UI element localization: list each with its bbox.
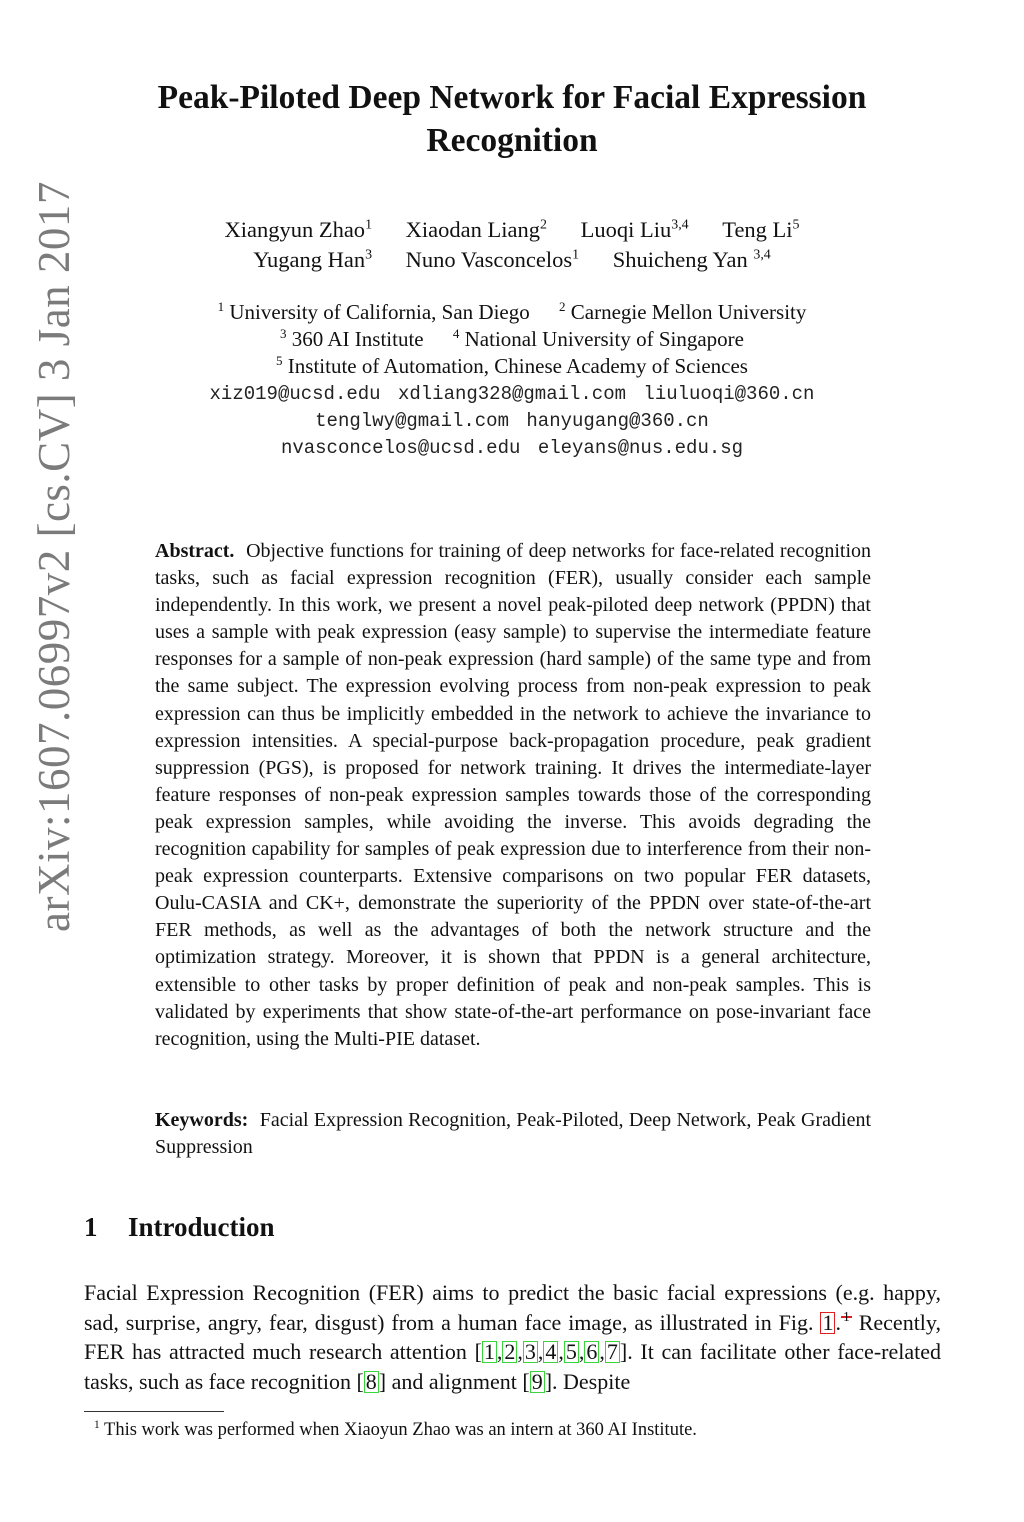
author: Nuno Vasconcelos$^1$ [405, 247, 580, 272]
citation-link[interactable]: 5 [565, 1339, 577, 1364]
abstract [155, 538, 871, 1053]
intro-paragraph: Facial Expression Recognition (FER) aims to predict the basic facial expressions (e.g. happy, sad, surprise, angry, fear, disgust) from a human face image, as illustrated in Fig. 1. 1 Recently, FER has attracted much research attention [1,2,3,4,5,6,7]. It can facilitate other face-related tasks, such as face recognition [8] and alignment [9]. Despite [84, 1280, 941, 1394]
author: Teng Li$^5$ [722, 217, 800, 242]
footnote-link[interactable]: 1 [842, 1309, 850, 1325]
affiliation: $^1$ University of California, San Diego [217, 299, 530, 324]
citation-link[interactable]: 2 [504, 1339, 516, 1364]
title-line-1: Peak-Piloted Deep Network for Facial Expression [157, 79, 867, 116]
author: Yugang Han$^3$ [253, 247, 373, 272]
email: hanyugang@360.cn [526, 410, 709, 432]
email: xiz019@ucsd.edu [209, 383, 381, 405]
section-number: 1 [84, 1212, 98, 1242]
section-heading [84, 1212, 275, 1243]
title-line-2: Recognition [426, 122, 598, 159]
citation-link[interactable]: 6 [586, 1339, 598, 1364]
keywords [155, 1107, 871, 1161]
affiliation: $^2$ Carnegie Mellon University [558, 299, 807, 324]
intro-text: ]. It can facilitate other face-related tasks, such as face recognition [ [84, 1339, 941, 1394]
citation-link[interactable]: 7 [606, 1339, 618, 1364]
footnote-divider [84, 1411, 224, 1412]
citation-link[interactable]: 8 [365, 1368, 377, 1394]
author: Shuicheng Yan $^{3,4}$ [612, 247, 771, 272]
citation-link[interactable]: 4 [545, 1339, 557, 1364]
affiliation-list [100, 299, 924, 380]
email: liuluoqi@360.cn [643, 383, 815, 405]
arxiv-stamp: arXiv:1607.06997v2 [cs.CV] 3 Jan 2017 [29, 181, 79, 932]
intro-text: Recently, FER has attracted much research attention [ [84, 1309, 941, 1364]
abstract-label: Abstract. [155, 540, 235, 562]
author: Xiangyun Zhao$^1$ [224, 217, 373, 242]
email: eleyans@nus.edu.sg [537, 437, 744, 459]
author-list [100, 215, 924, 275]
email: tenglwy@gmail.com [315, 410, 509, 432]
figure-link[interactable]: 1 [822, 1309, 834, 1335]
abstract-text: Objective functions for training of deep networks for face-related recognition tasks, such as facial expression recognition (FER), usually consider each sample independently. In this work, we present a novel peak-piloted deep network (PPDN) that uses a sample with peak expression (easy sample) to supervise the intermediate feature responses for a sample of non-peak expression (hard sample) of the same type and from the same subject. The expression evolving process from non-peak expression to peak expression can thus be implicitly embedded in the network to achieve the invariance to expression intensities. A special-purpose back-propagation procedure, peak gradient suppression (PGS), is proposed for network training. It drives the intermediate-layer feature responses of non-peak expression samples towards those of the corresponding peak expression samples, while avoiding the inverse. This avoids degrading the recognition capability for samples of peak expression due to interference from their non-peak expression counterparts. Extensive comparisons on two popular FER datasets, Oulu-CASIA and CK+, demonstrate the superiority of the PPDN over state-of-the-art FER methods, as well as the advantages of both the network structure and the optimization strategy. Moreover, it is shown that PPDN is a general architecture, extensible to other tasks by proper definition of peak and non-peak samples. This is validated by experiments that show state-of-the-art performance on pose-invariant face recognition, using the Multi-PIE dataset. [155, 540, 872, 1050]
paper-title [120, 76, 904, 162]
affiliation: $^3$ 360 AI Institute [280, 326, 424, 351]
section-title: Introduction [128, 1212, 275, 1242]
intro-text: Facial Expression Recognition (FER) aims to predict the basic facial expressions (e.g. happy, sad, surprise, angry, fear, disgust) from a human face image, as illustrated in Fig. [84, 1280, 941, 1335]
intro-text: . [835, 1309, 841, 1335]
email: xdliang328@gmail.com [397, 383, 627, 405]
affiliation: $^5$ Institute of Automation, Chinese Academy of Sciences [276, 353, 748, 378]
author: Xiaodan Liang$^2$ [405, 217, 547, 242]
citation-link[interactable]: 1 [483, 1339, 495, 1364]
citation-link[interactable]: 3 [524, 1339, 536, 1364]
footnote: $^1$ This work was performed when Xiaoyun Zhao was an intern at 360 AI Institute. [94, 1419, 697, 1440]
email: nvasconcelos@ucsd.edu [280, 437, 521, 459]
author: Luoqi Liu$^{3,4}$ [580, 217, 689, 242]
keywords-text: Facial Expression Recognition, Peak-Piloted, Deep Network, Peak Gradient Suppression [155, 1109, 871, 1158]
citation-link[interactable]: 9 [531, 1368, 543, 1394]
intro-text: ] and alignment [ [378, 1368, 530, 1394]
intro-text: ]. Despite [544, 1368, 631, 1394]
email-list [100, 381, 924, 462]
keywords-label: Keywords: [155, 1109, 249, 1131]
affiliation: $^4$ National University of Singapore [452, 326, 744, 351]
